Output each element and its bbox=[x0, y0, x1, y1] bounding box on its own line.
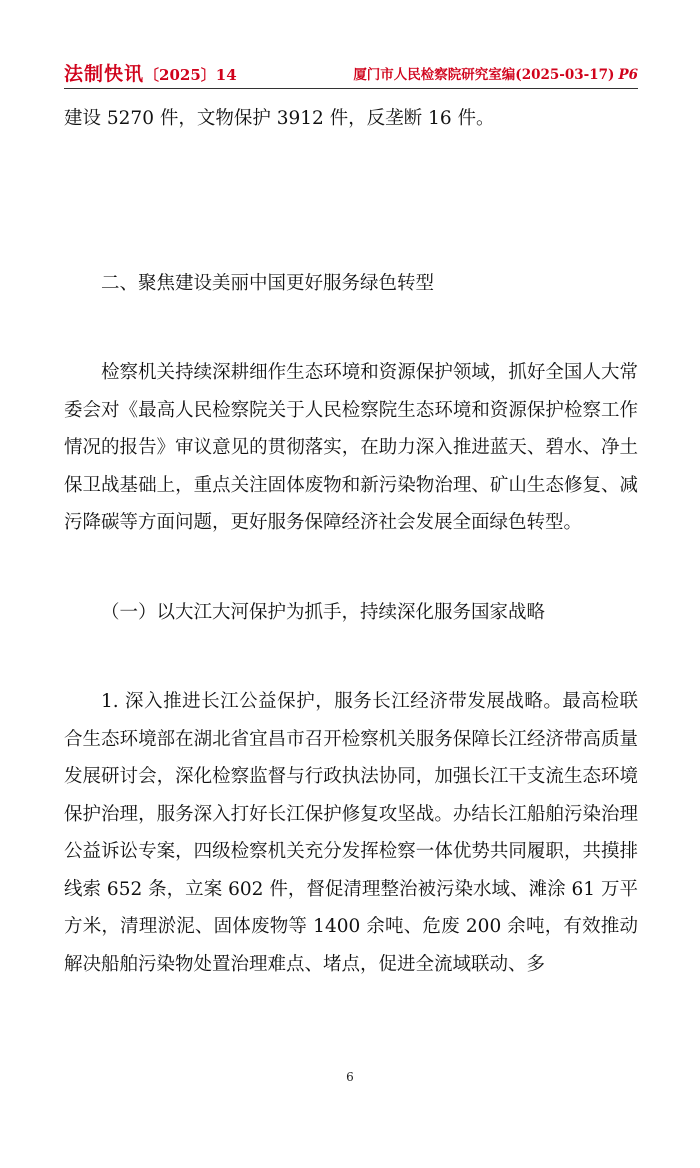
spacer bbox=[64, 631, 638, 683]
publisher-label: 厦门市人民检察院研究室编(2025-03-17) bbox=[353, 67, 615, 83]
publication-title bbox=[64, 64, 237, 85]
page-reference: P6 bbox=[618, 67, 638, 83]
subsection-heading: （一）以大江大河保护为抓手，持续深化服务国家战略 bbox=[101, 601, 546, 623]
continuation-paragraph: 建设 5270 件，文物保护 3912 件，反垄断 16 件。 bbox=[64, 108, 495, 129]
page-header bbox=[64, 64, 638, 89]
spacer bbox=[64, 138, 638, 265]
spacer bbox=[64, 302, 638, 354]
publication-brand: 法制快讯 bbox=[64, 63, 145, 85]
item-1-paragraph: 1. 深入推进长江公益保护，服务长江经济带发展战略。最高检联合生态环境部在湖北省宜昌市召开检察机关服务保障长江经济带高质量发展研讨会，深化检察监督与行政执法协同，加强长江干支流生态环境保护治理，服务深入打好长江保护修复攻坚战。办结长江船舶污染治理公益诉讼专案，四级检察机关充分发挥检察一体优势共同履职，共摸排线索 652 条，立案 602 件，督促清理整治被污染水域、滩涂 61 万平方米，清理淤泥、固体废物等 1400 余吨、危废 200 余吨，有效推动解决船舶污染物处置治理难点、堵点，促进全流域联动、多 bbox=[64, 691, 638, 975]
section-intro-paragraph: 检察机关持续深耕细作生态环境和资源保护领域，抓好全国人大常委会对《最高人民检察院关于人民检察院生态环境和资源保护检察工作情况的报告》审议意见的贯彻落实，在助力深入推进蓝天、碧水、净土保卫战基础上，重点关注固体废物和新污染物治理、矿山生态修复、减污降碳等方面问题，更好服务保障经济社会发展全面绿色转型。 bbox=[64, 362, 638, 533]
spacer bbox=[64, 542, 638, 594]
section-heading: 二、聚焦建设美丽中国更好服务绿色转型 bbox=[101, 272, 435, 294]
publisher-info bbox=[353, 66, 638, 84]
page-number: 6 bbox=[346, 1070, 354, 1084]
issue-number: 〔2025〕14 bbox=[144, 66, 237, 84]
document-body bbox=[64, 100, 638, 983]
